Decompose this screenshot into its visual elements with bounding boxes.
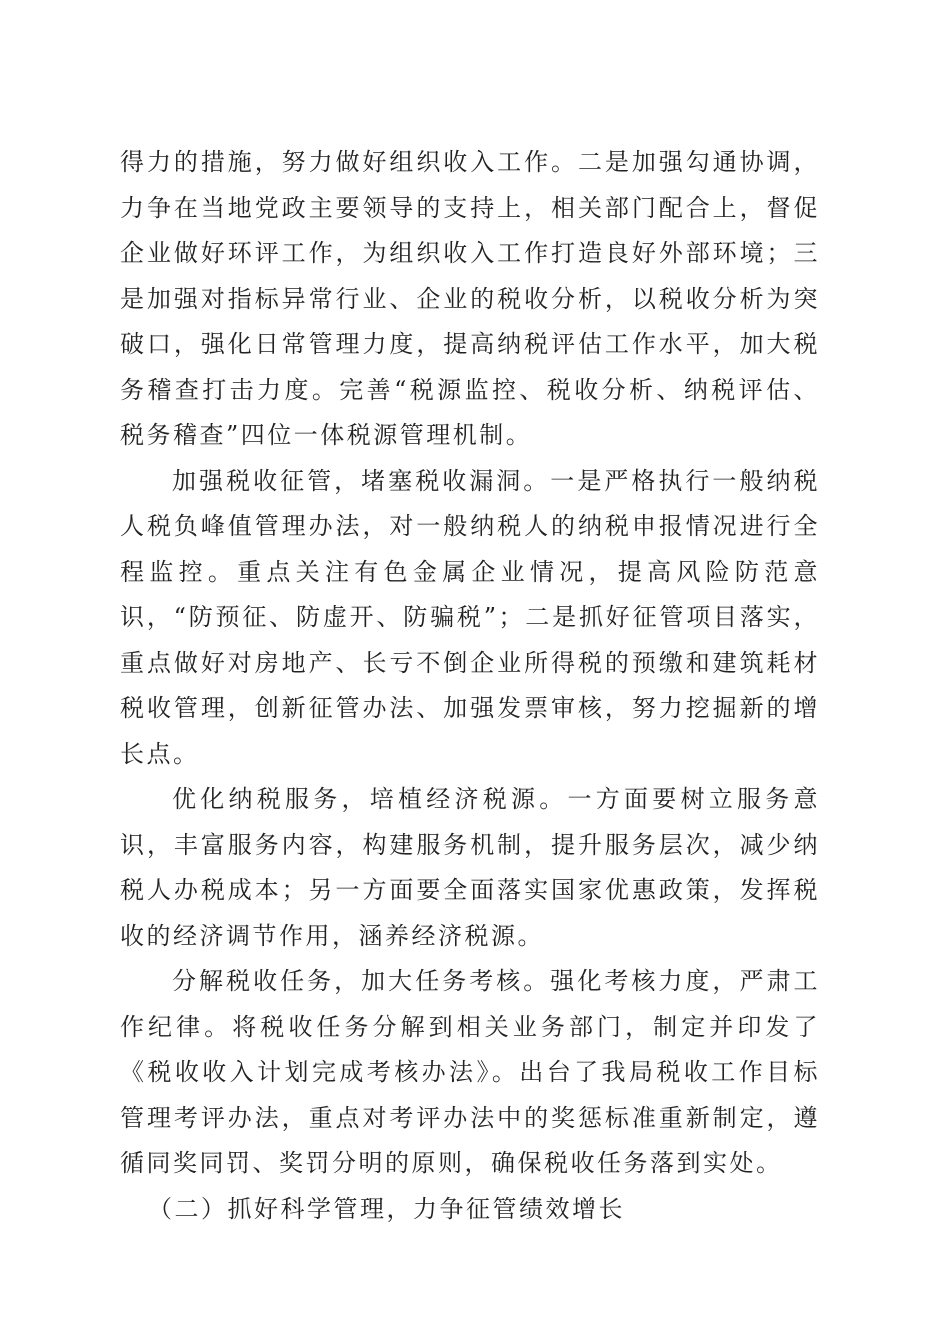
document-body <box>120 140 820 1232</box>
paragraph-2: 加强税收征管，堵塞税收漏洞。一是严格执行一般纳税人税负峰值管理办法，对一般纳税人的纳税申报情况进行全程监控。重点关注有色金属企业情况，提高风险防范意识，“防预征、防虚开、防骗税”；二是抓好征管项目落实，重点做好对房地产、长亏不倒企业所得税的预缴和建筑耗材税收管理，创新征管办法、加强发票审核，努力挖掘新的增长点。 <box>120 466 820 768</box>
paragraph-3: 优化纳税服务，培植经济税源。一方面要树立服务意识，丰富服务内容，构建服务机制，提升服务层次，减少纳税人办税成本；另一方面要全面落实国家优惠政策，发挥税收的经济调节作用，涵养经济税源。 <box>120 785 820 950</box>
paragraph-4: 分解税收任务，加大任务考核。强化考核力度，严肃工作纪律。将税收任务分解到相关业务部门，制定并印发了《税收收入计划完成考核办法》。出台了我局税收工作目标管理考评办法，重点对考评办法中的奖惩标准重新制定，遵循同奖同罚、奖罚分明的原则，确保税收任务落到实处。 <box>120 967 820 1177</box>
section-heading: （二）抓好科学管理，力争征管绩效增长 <box>148 1194 625 1223</box>
paragraph-1: 得力的措施，努力做好组织收入工作。二是加强勾通协调，力争在当地党政主要领导的支持上，相关部门配合上，督促企业做好环评工作，为组织收入工作打造良好外部环境；三是加强对指标异常行业、企业的税收分析，以税收分析为突破口，强化日常管理力度，提高纳税评估工作水平，加大税务稽查打击力度。完善“税源监控、税收分析、纳税评估、税务稽查”四位一体税源管理机制。 <box>120 148 820 449</box>
